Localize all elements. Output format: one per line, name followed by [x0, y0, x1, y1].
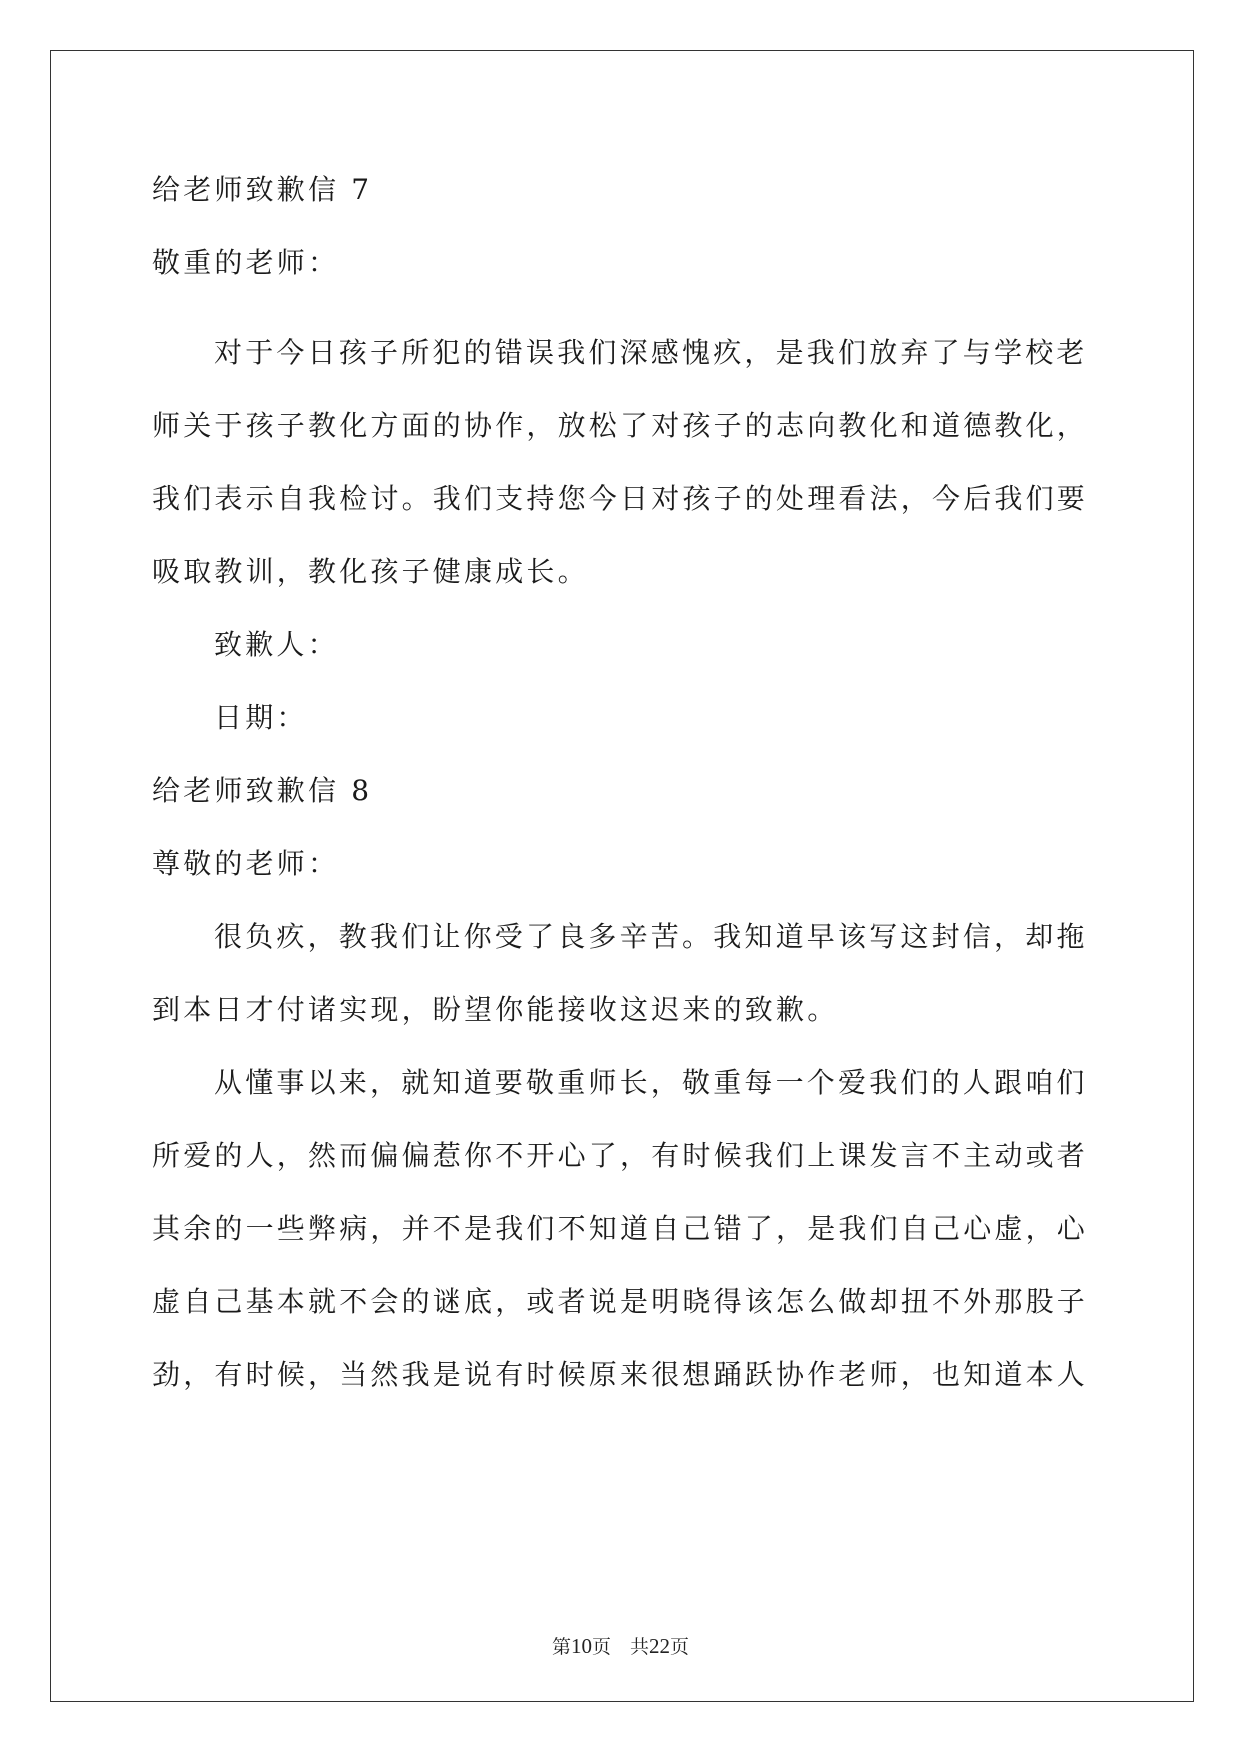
letter-8-para2-line: 所爱的人，然而偏偏惹你不开心了，有时候我们上课发言不主动或者: [152, 1139, 1089, 1172]
letter-8-para1-line: 到本日才付诸实现，盼望你能接收这迟来的致歉。: [152, 993, 839, 1026]
letter-8-para2-line: 从懂事以来，就知道要敬重师长，敬重每一个爱我们的人跟咱们: [214, 1066, 1088, 1099]
footer-prefix: 第: [551, 1636, 571, 1658]
letter-7-salutation: 敬重的老师：: [152, 246, 340, 279]
footer-suffix: 页: [670, 1636, 690, 1658]
letter-8-para2-line: 虚自己基本就不会的谜底，或者说是明晓得该怎么做却扭不外那股子: [152, 1285, 1089, 1318]
letter-8-title: 给老师致歉信 8: [152, 774, 373, 807]
document-body: [152, 160, 1092, 1405]
letter-7-body-line: 我们表示自我检讨。我们支持您今日对孩子的处理看法，今后我们要: [152, 482, 1089, 515]
letter-7-title: 给老师致歉信 7: [152, 173, 373, 206]
letter-8-para1-line: 很负疚，教我们让你受了良多辛苦。我知道早该写这封信，却拖: [214, 920, 1088, 953]
footer-mid: 页 共: [591, 1636, 649, 1658]
letter-8-salutation: 尊敬的老师：: [152, 847, 340, 880]
letter-7-body-line: 师关于孩子教化方面的协作，放松了对孩子的志向教化和道德教化，: [152, 409, 1089, 442]
footer-page-number: 10: [570, 1634, 592, 1658]
letter-7-signer: 致歉人：: [214, 628, 339, 661]
letter-7-body-line: 吸取教训，教化孩子健康成长。: [152, 555, 589, 588]
letter-8-para2-line: 其余的一些弊病，并不是我们不知道自己错了，是我们自己心虚，心: [152, 1212, 1089, 1245]
letter-7-date: 日期：: [214, 701, 308, 734]
page-footer: [0, 1632, 1241, 1659]
footer-total-pages: 22: [649, 1634, 670, 1658]
letter-7-body-line: 对于今日孩子所犯的错误我们深感愧疚，是我们放弃了与学校老: [214, 336, 1088, 369]
letter-8-para2-line: 劲，有时候，当然我是说有时候原来很想踊跃协作老师，也知道本人: [152, 1358, 1089, 1391]
